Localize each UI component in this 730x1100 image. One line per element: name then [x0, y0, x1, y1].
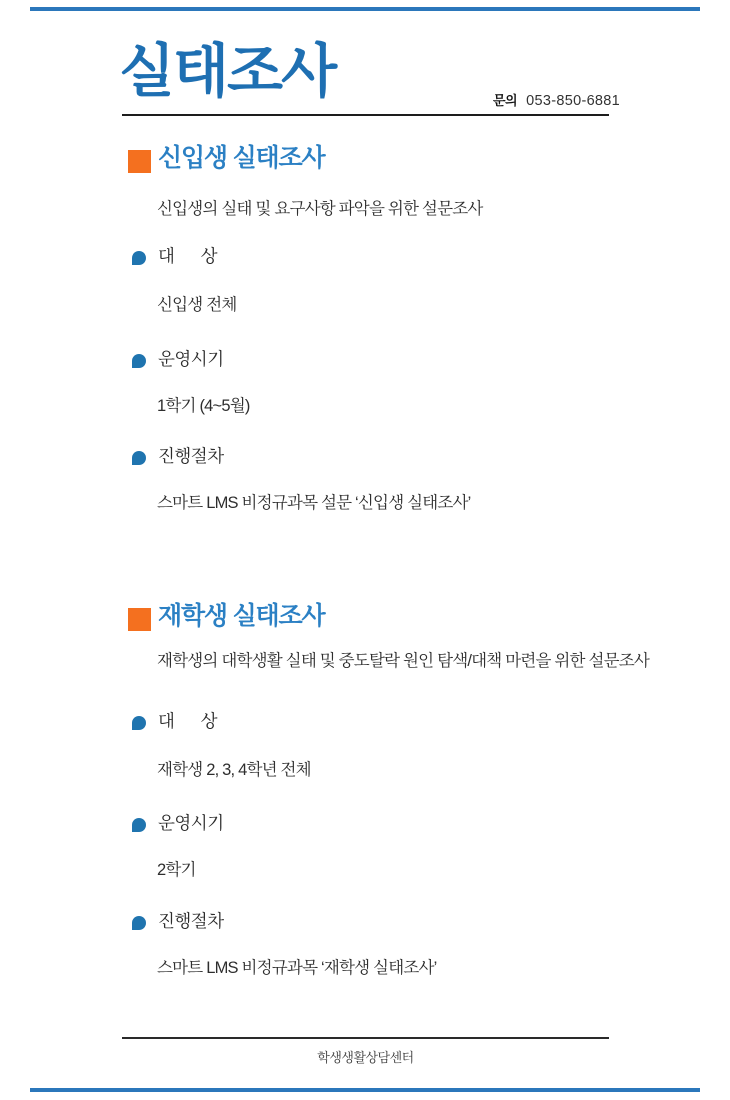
item-label-procedure: 진행절차: [158, 446, 224, 466]
item-value-period: 1학기 (4~5월): [157, 397, 250, 415]
bullet-balloon-icon: [132, 354, 146, 368]
bottom-border-rule: [30, 1088, 700, 1092]
section-marker-icon: [128, 150, 151, 173]
item-label-target: 대 상: [158, 246, 217, 266]
contact-label: 문의: [493, 93, 518, 108]
bullet-balloon-icon: [132, 251, 146, 265]
item-label-target: 대 상: [158, 711, 217, 731]
section-description: 재학생의 대학생활 실태 및 중도탈락 원인 탐색/대책 마련을 위한 설문조사: [157, 652, 650, 670]
bullet-balloon-icon: [132, 716, 146, 730]
bullet-balloon-icon: [132, 451, 146, 465]
header-divider: [122, 114, 609, 116]
page-title: 실태조사: [119, 39, 336, 104]
footer-divider: [122, 1037, 609, 1039]
contact-phone-number: 053-850-6881: [526, 93, 621, 109]
section-marker-icon: [128, 608, 151, 631]
item-value-procedure: 스마트 LMS 비정규과목 설문 ‘신입생 실태조사’: [157, 494, 471, 512]
item-label-period: 운영시기: [158, 349, 224, 369]
item-label-procedure: 진행절차: [158, 911, 224, 931]
section-description: 신입생의 실태 및 요구사항 파악을 위한 설문조사: [157, 200, 483, 218]
top-border-rule: [30, 7, 700, 11]
item-label-period: 운영시기: [158, 813, 224, 833]
item-value-procedure: 스마트 LMS 비정규과목 ‘재학생 실태조사’: [157, 959, 437, 977]
item-value-target: 신입생 전체: [157, 296, 237, 314]
item-value-period: 2학기: [157, 861, 196, 879]
bullet-balloon-icon: [132, 818, 146, 832]
item-value-target: 재학생 2, 3, 4학년 전체: [157, 761, 311, 779]
bullet-balloon-icon: [132, 916, 146, 930]
section-heading-freshman: 신입생 실태조사: [158, 144, 325, 172]
contact-info: [493, 90, 620, 109]
section-heading-enrolled: 재학생 실태조사: [158, 602, 325, 630]
footer-org-name: 학생생활상담센터: [317, 1050, 414, 1065]
